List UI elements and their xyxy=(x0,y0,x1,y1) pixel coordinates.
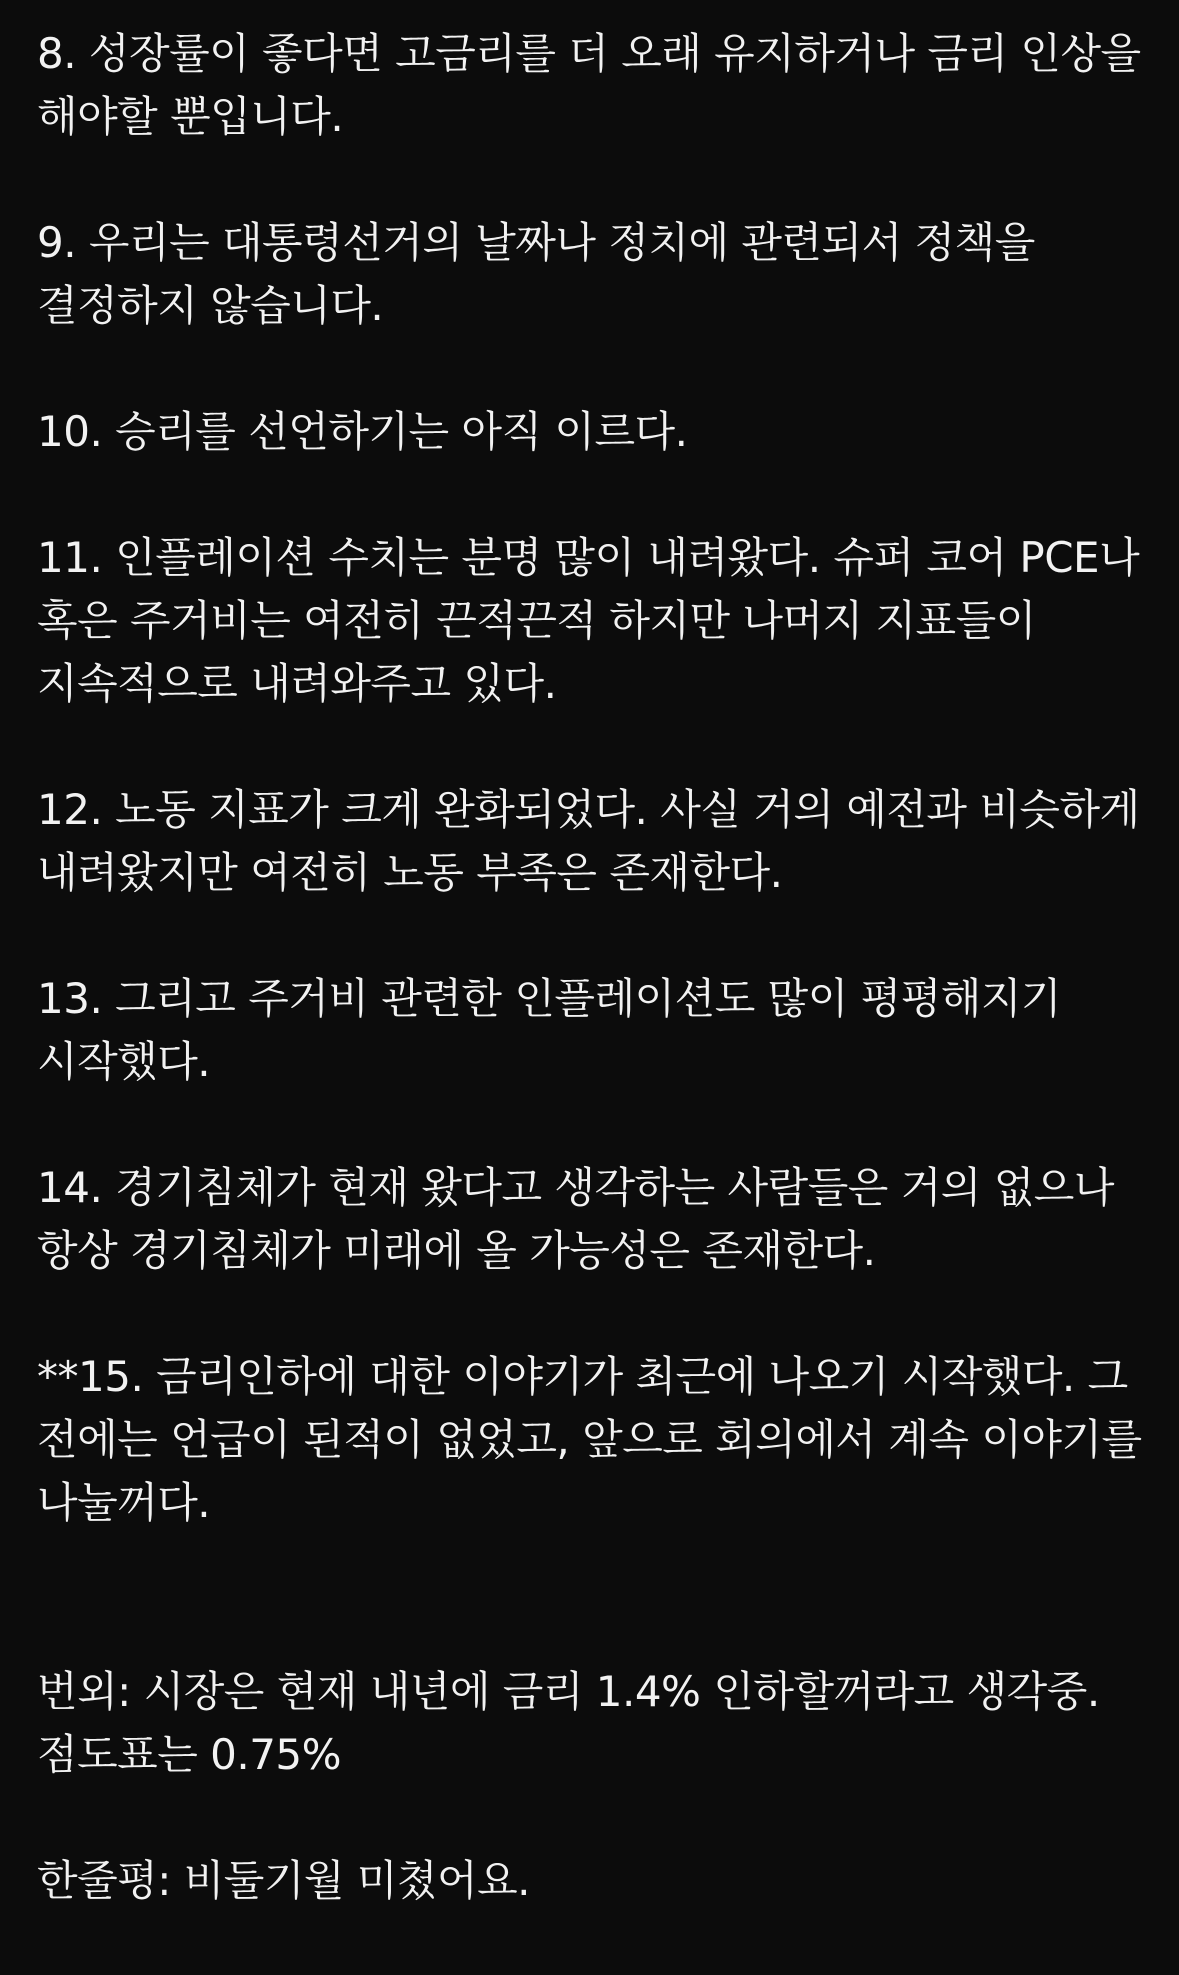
note-item-10: 10. 승리를 선언하기는 아직 이르다. xyxy=(37,407,688,456)
note-item-9: 9. 우리는 대통령선거의 날짜나 정치에 관련되서 정책을 결정하지 않습니다. xyxy=(37,218,1035,330)
note-body xyxy=(37,22,1147,1975)
note-extra: 번외: 시장은 현재 내년에 금리 1.4% 인하할꺼라고 생각중. 점도표는 0.75% xyxy=(37,1667,1100,1779)
note-item-12: 12. 노동 지표가 크게 완화되었다. 사실 거의 예전과 비슷하게 내려왔지만 여전히 노동 부족은 존재한다. xyxy=(37,785,1140,897)
note-item-13: 13. 그리고 주거비 관련한 인플레이션도 많이 평평해지기 시작했다. xyxy=(37,974,1061,1086)
note-item-15: **15. 금리인하에 대한 이야기가 최근에 나오기 시작했다. 그 전에는 언급이 된적이 없었고, 앞으로 회의에서 계속 이야기를 나눌꺼다. xyxy=(37,1352,1142,1527)
note-summary: 한줄평: 비둘기월 미쳤어요. xyxy=(37,1856,530,1905)
blank-line xyxy=(37,1597,1147,1660)
note-item-11: 11. 인플레이션 수치는 분명 많이 내려왔다. 슈퍼 코어 PCE나 혹은 주거비는 여전히 끈적끈적 하지만 나머지 지표들이 지속적으로 내려와주고 있다. xyxy=(37,533,1140,708)
note-item-14: 14. 경기침체가 현재 왔다고 생각하는 사람들은 거의 없으나 항상 경기침체가 미래에 올 가능성은 존재한다. xyxy=(37,1163,1114,1275)
note-item-8: 8. 성장률이 좋다면 고금리를 더 오래 유지하거나 금리 인상을 해야할 뿐입니다. xyxy=(37,29,1141,141)
